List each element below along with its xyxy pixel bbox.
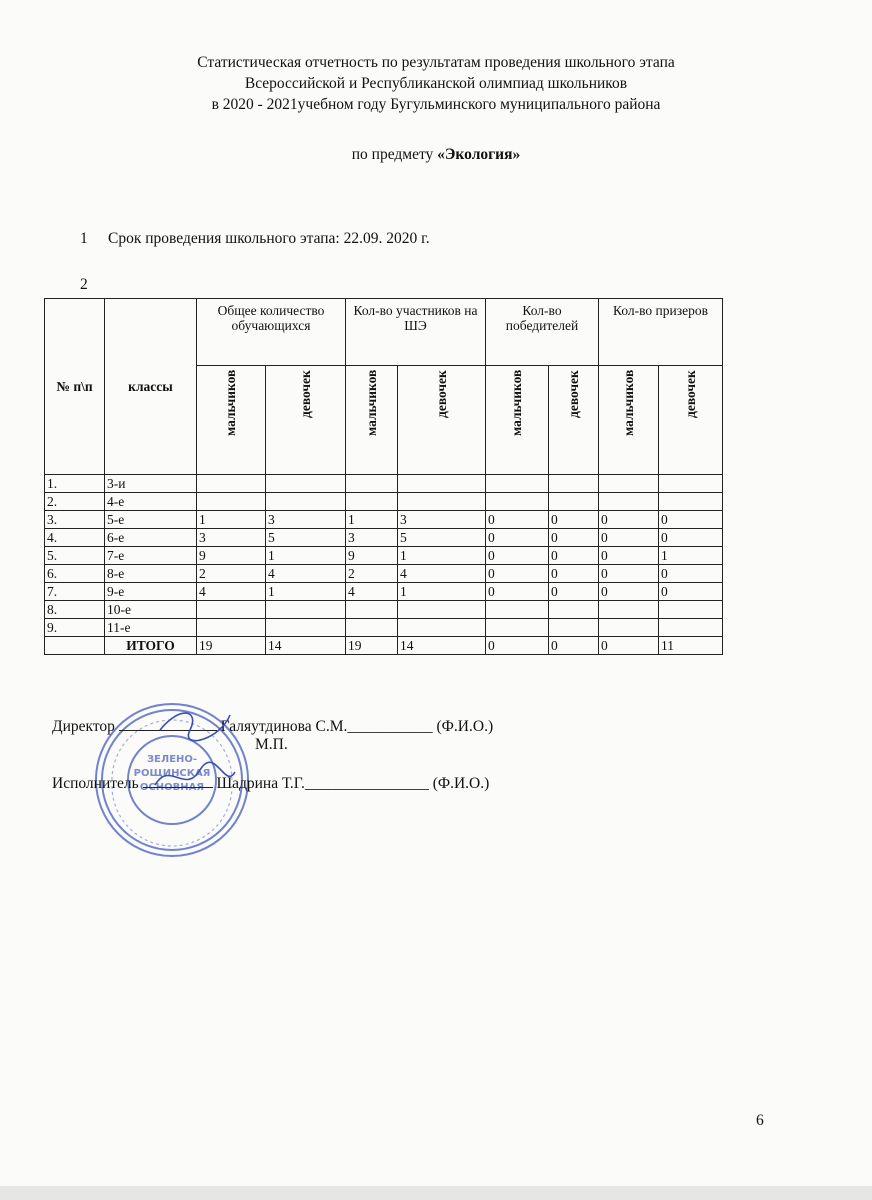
cell-value [599, 619, 659, 637]
cell-value: 0 [486, 637, 549, 655]
cell-value: 5 [266, 529, 346, 547]
total-row [45, 637, 723, 655]
subject-line [0, 146, 872, 164]
cell-class: ИТОГО [105, 637, 197, 655]
header-row-number: № п\п [45, 299, 105, 475]
cell-value: 0 [599, 565, 659, 583]
header-participants: Кол-во участников на ШЭ [346, 299, 486, 366]
cell-class: 11-е [105, 619, 197, 637]
cell-value [486, 619, 549, 637]
cell-value: 19 [197, 637, 266, 655]
header-winners: Кол-во победителей [486, 299, 599, 366]
cell-value: 1 [346, 511, 398, 529]
item-1-text: Срок проведения школьного этапа: 22.09. 2020 г. [108, 230, 430, 247]
cell-value: 0 [549, 565, 599, 583]
table-row [45, 565, 723, 583]
header-total-students: Общее количество обучающихся [197, 299, 346, 366]
cell-value [266, 475, 346, 493]
director-label: Директор [52, 718, 115, 735]
cell-number: 4. [45, 529, 105, 547]
cell-class: 5-е [105, 511, 197, 529]
cell-value: 14 [266, 637, 346, 655]
cell-value [197, 619, 266, 637]
cell-number: 8. [45, 601, 105, 619]
cell-value [197, 475, 266, 493]
table-row [45, 529, 723, 547]
cell-value [266, 493, 346, 511]
cell-value [266, 601, 346, 619]
cell-number [45, 637, 105, 655]
cell-value [659, 619, 723, 637]
subject-name: «Экология» [437, 146, 521, 163]
table-row [45, 493, 723, 511]
cell-value: 0 [549, 583, 599, 601]
cell-value [346, 619, 398, 637]
table-row [45, 601, 723, 619]
title-line-2: Всероссийской и Республиканской олимпиад школьников [244, 75, 628, 92]
table-row [45, 619, 723, 637]
cell-value: 0 [486, 511, 549, 529]
cell-value: 3 [197, 529, 266, 547]
cell-value: 3 [266, 511, 346, 529]
cell-value [346, 601, 398, 619]
table-row [45, 547, 723, 565]
cell-value: 4 [346, 583, 398, 601]
cell-value: 0 [486, 547, 549, 565]
cell-value [599, 493, 659, 511]
table-body [45, 475, 723, 655]
subject-prefix: по предмету [351, 146, 438, 163]
subheader-boys: мальчиков [486, 366, 549, 475]
subheader-boys: мальчиков [599, 366, 659, 475]
cell-value [549, 601, 599, 619]
cell-value [398, 601, 486, 619]
cell-value: 1 [266, 583, 346, 601]
cell-value: 1 [197, 511, 266, 529]
cell-value [197, 493, 266, 511]
cell-value: 4 [398, 565, 486, 583]
cell-value: 3 [346, 529, 398, 547]
director-line [52, 718, 493, 736]
cell-value: 1 [659, 547, 723, 565]
cell-value: 2 [197, 565, 266, 583]
cell-class: 3-и [105, 475, 197, 493]
document-title [0, 52, 872, 115]
header-prizewinners: Кол-во призеров [599, 299, 723, 366]
title-line-1: Статистическая отчетность по результатам проведения школьного этапа [197, 54, 675, 71]
executor-line [52, 775, 489, 793]
cell-value: 1 [398, 583, 486, 601]
subheader-girls: девочек [659, 366, 723, 475]
cell-value [398, 493, 486, 511]
cell-value [266, 619, 346, 637]
cell-value [486, 601, 549, 619]
executor-label: Исполнитель [52, 775, 139, 792]
cell-value: 0 [659, 565, 723, 583]
stamp-line-1: ЗЕЛЕНО- [146, 754, 198, 765]
cell-value: 1 [398, 547, 486, 565]
scan-edge [0, 1186, 872, 1200]
page-number: 6 [756, 1112, 764, 1129]
cell-value: 19 [346, 637, 398, 655]
cell-value [599, 475, 659, 493]
cell-value: 0 [486, 529, 549, 547]
cell-value: 0 [549, 511, 599, 529]
cell-value: 9 [346, 547, 398, 565]
cell-value [398, 475, 486, 493]
cell-value [486, 475, 549, 493]
cell-value [659, 475, 723, 493]
subheader-girls: девочек [549, 366, 599, 475]
subheader-boys: мальчиков [346, 366, 398, 475]
item-2-number: 2 [80, 276, 88, 293]
cell-value: 0 [659, 529, 723, 547]
subheader-girls: девочек [398, 366, 486, 475]
item-1 [80, 230, 430, 248]
cell-number: 5. [45, 547, 105, 565]
cell-value: 0 [599, 583, 659, 601]
cell-value [486, 493, 549, 511]
cell-value: 0 [659, 583, 723, 601]
cell-value [549, 619, 599, 637]
signature-scribble [150, 700, 240, 800]
cell-class: 6-е [105, 529, 197, 547]
cell-value: 0 [549, 637, 599, 655]
cell-number: 2. [45, 493, 105, 511]
cell-value: 3 [398, 511, 486, 529]
stamp-line-3: ОСНОВНАЯ [139, 782, 205, 793]
cell-value [346, 475, 398, 493]
cell-number: 6. [45, 565, 105, 583]
cell-number: 7. [45, 583, 105, 601]
table-row [45, 511, 723, 529]
stamp-place-label: М.П. [255, 736, 288, 753]
item-1-number: 1 [80, 230, 88, 247]
table-row [45, 475, 723, 493]
cell-value [659, 493, 723, 511]
subheader-boys: мальчиков [197, 366, 266, 475]
cell-value: 0 [486, 583, 549, 601]
cell-value [599, 601, 659, 619]
director-name: Галяутдинова С.М.___________ (Ф.И.О.) [220, 718, 494, 735]
cell-value: 0 [599, 529, 659, 547]
cell-class: 8-е [105, 565, 197, 583]
cell-value: 11 [659, 637, 723, 655]
cell-number: 9. [45, 619, 105, 637]
executor-name: Шадрина Т.Г.________________ (Ф.И.О.) [216, 775, 490, 792]
cell-number: 3. [45, 511, 105, 529]
cell-value: 0 [659, 511, 723, 529]
cell-value [659, 601, 723, 619]
cell-value: 0 [549, 547, 599, 565]
cell-value: 5 [398, 529, 486, 547]
cell-value: 0 [599, 547, 659, 565]
table-row [45, 583, 723, 601]
cell-value: 0 [486, 565, 549, 583]
cell-value: 14 [398, 637, 486, 655]
cell-value [197, 601, 266, 619]
cell-value [398, 619, 486, 637]
cell-class: 7-е [105, 547, 197, 565]
header-classes: классы [105, 299, 197, 475]
cell-class: 4-е [105, 493, 197, 511]
cell-class: 10-е [105, 601, 197, 619]
olympiad-stats-table [44, 298, 723, 655]
title-line-3: в 2020 - 2021учебном году Бугульминского муниципального района [211, 96, 661, 113]
cell-value [549, 475, 599, 493]
cell-value: 9 [197, 547, 266, 565]
cell-value: 2 [346, 565, 398, 583]
subheader-girls: девочек [266, 366, 346, 475]
cell-value: 0 [599, 637, 659, 655]
cell-value: 0 [549, 529, 599, 547]
cell-value [549, 493, 599, 511]
stamp-line-2: РОЩИНСКАЯ [133, 768, 211, 779]
cell-value: 1 [266, 547, 346, 565]
cell-value: 4 [197, 583, 266, 601]
cell-value: 4 [266, 565, 346, 583]
cell-class: 9-е [105, 583, 197, 601]
cell-number: 1. [45, 475, 105, 493]
cell-value: 0 [599, 511, 659, 529]
cell-value [346, 493, 398, 511]
